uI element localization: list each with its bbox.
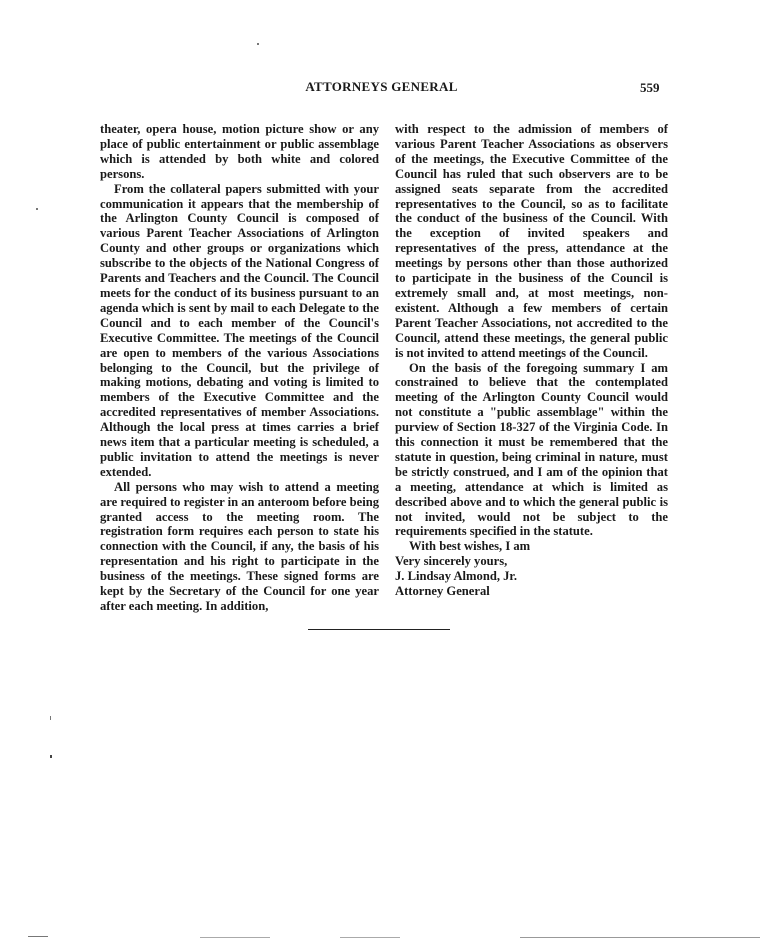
scan-speck — [520, 937, 760, 938]
paragraph: On the basis of the foregoing summary I am constrained to believe that the contemplated meeting of the Arlington County Council would not constitute a "public assemblage" within the purview of Section 18-327 of the Virginia Code. In this connection it must be remembered that the statute in question, being criminal in nature, must be strictly construed, and I am of the opinion that a meeting, attendance at which is limited as described above and to which the general public is not invited, would not be subject to the requirements specified in the statute. — [395, 360, 668, 539]
paragraph: All persons who may wish to attend a meeting are required to register in an anteroom before being granted access to the meeting room. The registration form requires each person to state his connection with the Council, if any, the basis of his representation and his right to participate in the business of the meetings. These signed forms are kept by the Secretary of the Council for one year after each meeting. In addition, — [100, 479, 379, 613]
running-title: ATTORNEYS GENERAL — [305, 79, 458, 94]
right-column — [395, 122, 668, 599]
valediction: Very sincerely yours, — [395, 554, 508, 569]
page-number: 559 — [640, 80, 660, 95]
paragraph: theater, opera house, motion picture show or any place of public entertainment or public assemblage which is attended by both white and colored persons. — [100, 122, 379, 181]
scan-speck — [340, 937, 400, 938]
left-column — [100, 122, 379, 614]
scan-speck — [257, 43, 259, 45]
paragraph: From the collateral papers submitted with your communication it appears that the membership of the Arlington County Council is composed of various Parent Teacher Associations of Arlington County and other groups or organizations which subscribe to the objects of the National Congress of Parents and Teachers and the Council. The Council meets for the conduct of its business pursuant to an agenda which is sent by mail to each Delegate to the Council and to each member of the Council's Executive Committee. The meetings of the Council are open to members of the various Associations belonging to the Council, but the privilege of making motions, debating and voting is limited to members of the Executive Committee and the accredited representatives of member Associations. Although the local press at times carries a brief news item that a particular meeting is scheduled, a public invitation to attend the meetings is never extended. — [100, 181, 379, 479]
scan-speck — [50, 755, 52, 758]
scan-speck — [36, 208, 38, 210]
paragraph: with respect to the admission of members of various Parent Teacher Associations as observers of the meetings, the Executive Committee of the Council has ruled that such observers are to be assigned seats separate from the accredited representatives to the Council, so as to facilitate the conduct of the business of the Council. With the exception of invited speakers and representatives of the press, attendance at the meetings by persons other than those authorized to participate in the business of the Council is extremely small and, at most meetings, non-existent. Although a few members of certain Parent Teacher Associations, not accredited to the Council, attend these meetings, the general public is not invited to attend meetings of the Council. — [395, 122, 668, 360]
section-divider — [308, 629, 450, 630]
scan-speck — [50, 716, 51, 720]
scan-speck — [28, 936, 48, 937]
signatory-name: J. Lindsay Almond, Jr. — [395, 569, 518, 584]
scan-speck — [200, 937, 270, 938]
signatory-office: Attorney General — [395, 584, 490, 599]
salutation: With best wishes, I am — [409, 539, 531, 554]
